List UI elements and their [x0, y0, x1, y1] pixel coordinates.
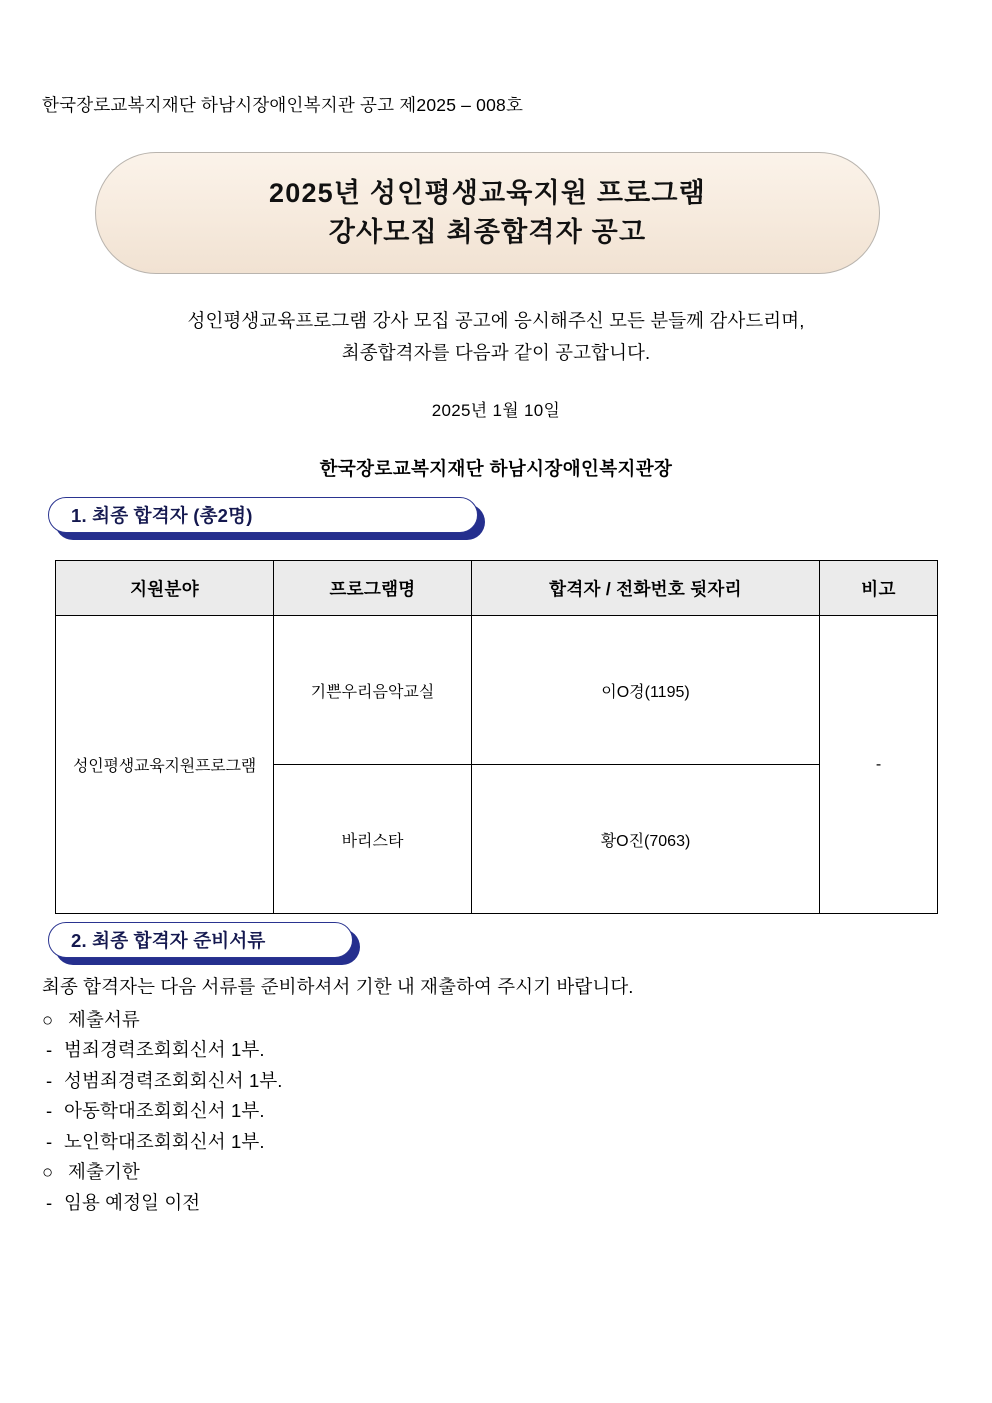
column-header-note: 비고 — [820, 561, 938, 616]
column-header-field: 지원분야 — [56, 561, 274, 616]
doc-item-1: 범죄경력조회회신서 1부. — [64, 1039, 265, 1060]
dash-bullet-icon: - — [46, 1191, 53, 1213]
section-1-heading — [48, 497, 478, 541]
cell-field: 성인평생교육지원프로그램 — [56, 616, 274, 914]
document-number: 한국장로교복지재단 하남시장애인복지관 공고 제2025 – 008호 — [42, 95, 524, 115]
announcement-date: 2025년 1월 10일 — [431, 401, 561, 420]
intro-line-2: 최종합격자를 다음과 같이 공고합니다. — [341, 341, 651, 363]
column-header-person: 합격자 / 전화번호 뒷자리 — [472, 561, 820, 616]
intro-paragraph — [0, 305, 992, 369]
section-2-body — [42, 978, 942, 1224]
table-header-row — [56, 561, 938, 616]
title-banner — [95, 152, 880, 274]
list-item — [42, 1069, 942, 1091]
list-item — [42, 1041, 942, 1060]
dash-bullet-icon: - — [46, 1069, 53, 1091]
dash-bullet-icon: - — [46, 1100, 53, 1121]
deadline-group-title — [42, 1163, 942, 1182]
section-2-heading — [48, 922, 353, 966]
table-row — [56, 616, 938, 765]
column-header-program: 프로그램명 — [274, 561, 472, 616]
title-line-2: 강사모집 최종합격자 공고 — [328, 217, 647, 247]
cell-person-1: 이O경(1195) — [472, 616, 820, 765]
cell-person-2: 황O진(7063) — [472, 765, 820, 914]
deadline-item-1: 임용 예정일 이전 — [64, 1191, 201, 1213]
list-item — [42, 1130, 942, 1152]
circle-bullet-icon: ○ — [42, 1161, 54, 1182]
dash-bullet-icon: - — [46, 1039, 53, 1060]
doc-item-2: 성범죄경력조회회신서 1부. — [64, 1069, 283, 1091]
cell-program-2: 바리스타 — [274, 765, 472, 914]
dash-bullet-icon: - — [46, 1130, 53, 1152]
intro-line-1: 성인평생교육프로그램 강사 모집 공고에 응시해주신 모든 분들께 감사드리며, — [187, 310, 805, 331]
docs-group-title — [42, 1008, 942, 1030]
cell-program-1: 기쁜우리음악교실 — [274, 616, 472, 765]
issuer-signature: 한국장로교복지재단 하남시장애인복지관장 — [319, 458, 673, 479]
section-1-heading-label: 1. 최종 합격자 (총2명) — [71, 505, 253, 526]
deadline-group-title-label: 제출기한 — [68, 1161, 140, 1182]
pill-2 — [48, 922, 353, 958]
final-results-table — [55, 560, 938, 914]
list-item — [42, 1102, 942, 1121]
doc-item-3: 아동학대조회회신서 1부. — [64, 1100, 265, 1121]
section-2-lead: 최종 합격자는 다음 서류를 준비하셔서 기한 내 재출하여 주시기 바랍니다. — [42, 976, 634, 997]
cell-note: - — [820, 616, 938, 914]
doc-item-4: 노인학대조회회신서 1부. — [64, 1130, 265, 1152]
docs-group-title-label: 제출서류 — [68, 1008, 140, 1030]
section-2-heading-label: 2. 최종 합격자 준비서류 — [71, 930, 266, 951]
pill-1 — [48, 497, 478, 533]
title-line-1: 2025년 성인평생교육지원 프로그램 — [269, 177, 706, 208]
circle-bullet-icon: ○ — [42, 1008, 54, 1030]
list-item — [42, 1191, 942, 1213]
